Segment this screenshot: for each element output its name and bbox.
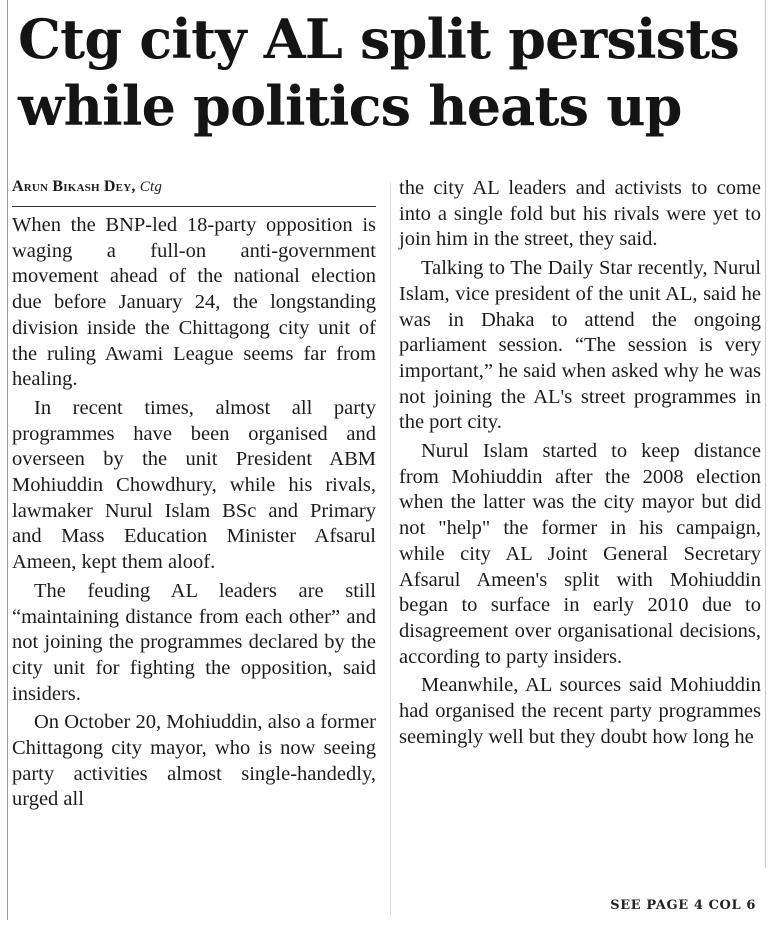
byline: [12, 176, 376, 207]
paragraph: Talking to The Daily Star recently, Nurul Islam, vice president of the unit AL, said he was in Dhaka to attend the ongoing parliament session. “The session is very important,” he said when asked why he was not joining the AL's street programmes in the port city.: [399, 257, 761, 434]
byline-author: Arun Bikash Dey,: [12, 178, 136, 195]
paragraph: On October 20, Mohiuddin, also a former Chittagong city mayor, who is now seeing party activities almost single-handedly, urged all: [12, 711, 376, 811]
paragraph: the city AL leaders and activists to come into a single fold but his rivals were yet to join him in the street, they said.: [399, 177, 761, 251]
headline: [18, 6, 768, 140]
page-left-border: [7, 0, 8, 920]
headline-line-1: Ctg city AL split persists: [18, 7, 740, 71]
article-column-right: [399, 176, 761, 753]
headline-line-2: while politics heats up: [18, 74, 682, 138]
paragraph: In recent times, almost all party programmes have been organised and overseen by the unit President ABM Mohiuddin Chowdhury, while his rivals, lawmaker Nurul Islam BSc and Primary and Mass Education Minister Afsarul Ameen, kept them aloof.: [12, 396, 376, 574]
paragraph: Meanwhile, AL sources said Mohiuddin had organised the recent party programmes seemingly well but they doubt how long he: [399, 674, 761, 748]
paragraph: The feuding AL leaders are still “maintaining distance from each other” and not joining the programmes declared by the city unit for fighting the opposition, said insiders.: [12, 579, 376, 705]
paragraph: Nurul Islam started to keep distance from Mohiuddin after the 2008 election when the latter was the city mayor but did not "help" the former in his campaign, while city AL Joint General Secretary Afsarul Ameen's split with Mohiuddin began to surface in early 2010 due to disagreement over organisational decisions, according to party insiders.: [399, 440, 761, 668]
column-divider: [390, 182, 391, 917]
paragraph: When the BNP-led 18-party opposition is waging a full-on anti-government movement ahead of the national election due before January 24, the longstanding division inside the Chittagong city unit of the ruling Awami League seems far from healing.: [12, 214, 376, 391]
article-column-left: [12, 176, 376, 816]
continued-on-page-note: SEE PAGE 4 COL 6: [610, 898, 756, 913]
byline-location: Ctg: [139, 179, 163, 195]
